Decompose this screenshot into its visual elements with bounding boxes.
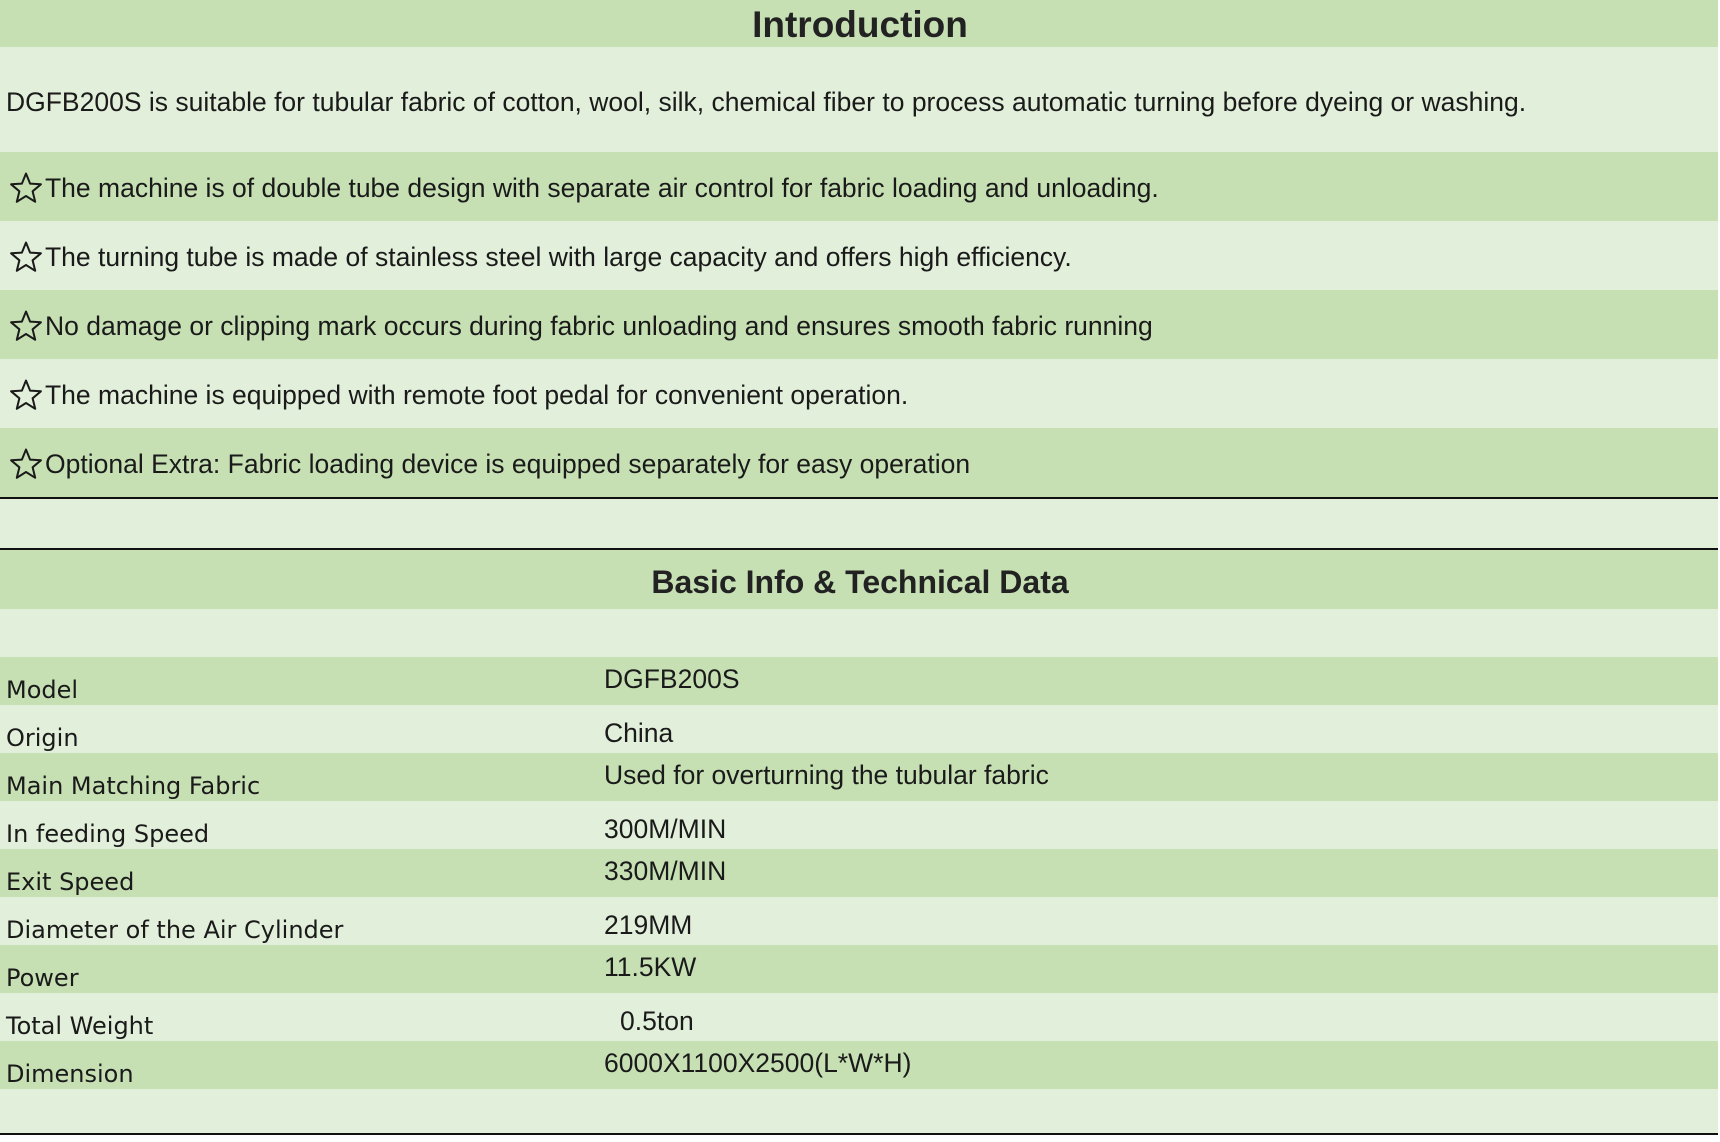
spec-value: China [604, 718, 674, 748]
feature-item [0, 290, 1720, 359]
feature-item [0, 428, 1720, 497]
star-outline-icon [9, 447, 43, 481]
star-outline-icon [9, 240, 43, 274]
spec-label: Power [6, 964, 79, 992]
spec-value: 219MM [604, 910, 693, 940]
spec-value: 6000X1100X2500(L*W*H) [604, 1048, 912, 1078]
spec-value: Used for overturning the tubular fabric [604, 760, 1049, 790]
spec-label: Diameter of the Air Cylinder [6, 916, 344, 944]
spec-label: Exit Speed [6, 868, 135, 896]
feature-item [0, 221, 1720, 290]
spec-value: 0.5ton [620, 1006, 694, 1036]
spec-label: In feeding Speed [6, 820, 210, 848]
blank-row [0, 609, 1720, 657]
spec-row-exit-speed [0, 849, 1720, 897]
spec-row-power [0, 945, 1720, 993]
spec-value: 330M/MIN [604, 856, 727, 886]
section-divider [0, 497, 1720, 550]
spec-row-total-weight [0, 993, 1720, 1041]
feature-text: Optional Extra: Fabric loading device is equipped separately for easy operation [45, 448, 971, 479]
star-outline-icon [9, 171, 43, 205]
spec-row-air-cylinder-diameter [0, 897, 1720, 945]
closing-row [0, 1089, 1720, 1135]
feature-text: The machine is equipped with remote foot pedal for convenient operation. [45, 379, 909, 410]
introduction-description [0, 47, 1720, 152]
spec-label: Origin [6, 724, 79, 752]
spec-row-dimension [0, 1041, 1720, 1089]
spec-row-origin [0, 705, 1720, 753]
spec-row-model [0, 657, 1720, 705]
specs-title: Basic Info & Technical Data [0, 550, 1720, 609]
feature-item [0, 359, 1720, 428]
feature-text: No damage or clipping mark occurs during fabric unloading and ensures smooth fabric running [45, 310, 1153, 341]
star-outline-icon [9, 378, 43, 412]
spec-label: Dimension [6, 1060, 134, 1088]
introduction-title: Introduction [0, 0, 1720, 47]
spec-label: Total Weight [6, 1012, 154, 1040]
spec-value: 300M/MIN [604, 814, 727, 844]
spec-value: 11.5KW [604, 952, 697, 982]
spec-value: DGFB200S [604, 664, 740, 694]
feature-item [0, 152, 1720, 221]
description-text: DGFB200S is suitable for tubular fabric of cotton, wool, silk, chemical fiber to process automatic turning before dyeing or washing. [6, 86, 1527, 117]
spec-label: Main Matching Fabric [6, 772, 261, 800]
feature-text: The turning tube is made of stainless steel with large capacity and offers high efficiency. [45, 241, 1072, 272]
star-outline-icon [9, 309, 43, 343]
spec-label: Model [6, 676, 79, 704]
feature-text: The machine is of double tube design with separate air control for fabric loading and unloading. [45, 172, 1159, 203]
spec-row-in-feeding-speed [0, 801, 1720, 849]
spec-row-main-matching-fabric [0, 753, 1720, 801]
